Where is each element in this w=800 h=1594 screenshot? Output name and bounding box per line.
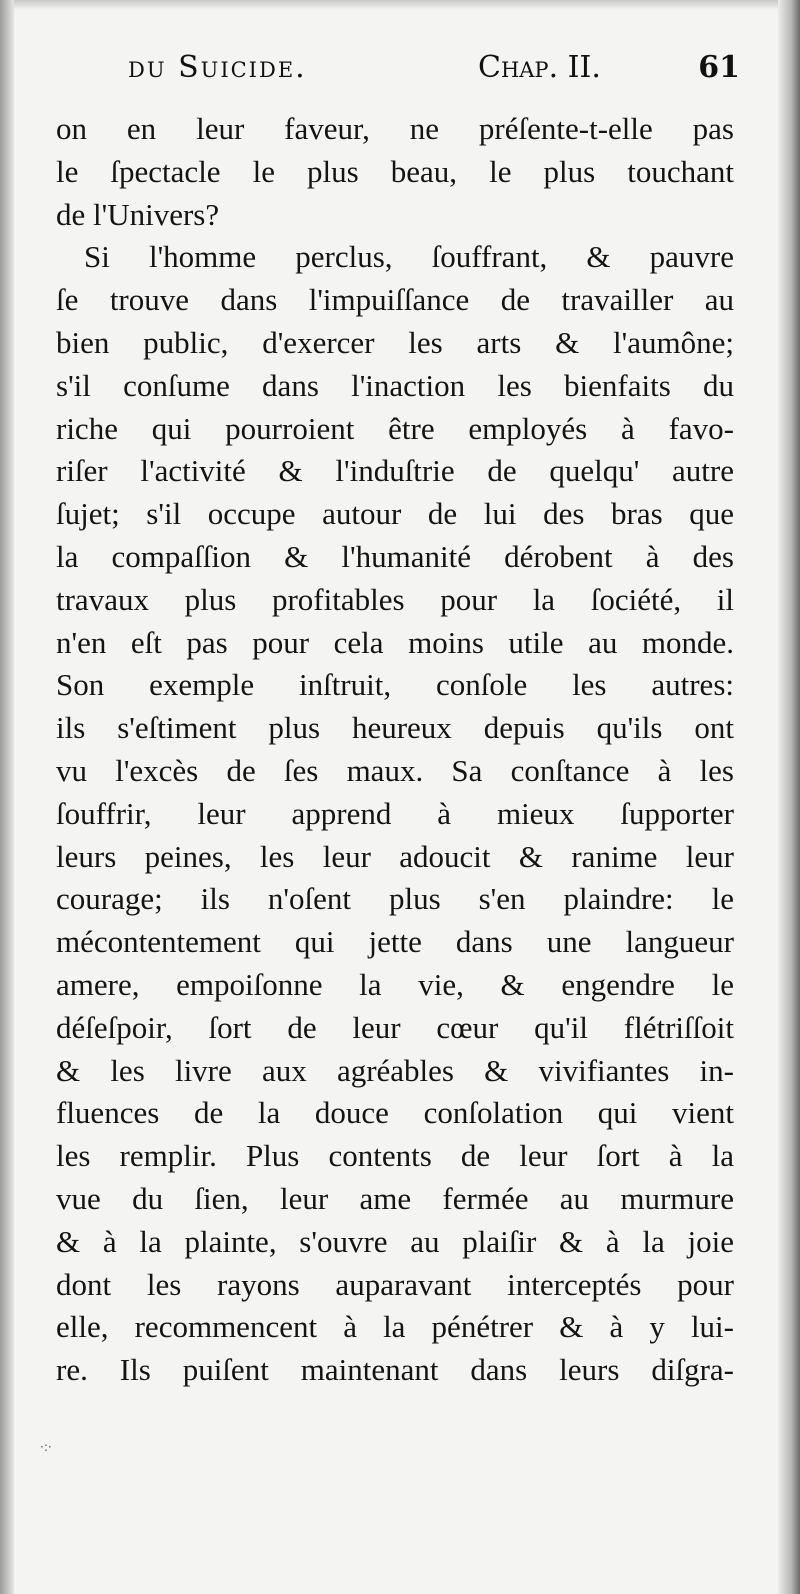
text-line: on en leur faveur, ne préſente-t-elle pas xyxy=(56,111,734,146)
page-top-shadow xyxy=(0,0,800,10)
text-line: vu l'excès de ſes maux. Sa conſtance à les xyxy=(56,752,734,788)
text-line: & les livre aux agréables & vivifiantes in- xyxy=(56,1052,734,1088)
ink-smudge: ·:· xyxy=(40,1440,52,1454)
text-line: vue du ſien, leur ame fermée au murmure xyxy=(56,1180,734,1216)
text-line: leurs peines, les leur adoucit & ranime leur xyxy=(56,838,734,874)
page-right-edge xyxy=(778,0,800,1594)
text-line: riche qui pourroient être employés à favo- xyxy=(56,410,734,446)
text-line: courage; ils n'oſent plus s'en plaindre: le xyxy=(56,881,734,917)
text-line: mécontentement qui jette dans une langueur xyxy=(56,924,734,960)
text-line: dont les rayons auparavant interceptés pour xyxy=(56,1266,734,1302)
text-line: ſujet; s'il occupe autour de lui des bras que xyxy=(56,496,734,532)
body-text xyxy=(56,108,734,1392)
text-line: travaux plus profitables pour la ſociété, il xyxy=(56,581,734,617)
text-line: fluences de la douce conſolation qui vient xyxy=(56,1095,734,1131)
page-left-shadow xyxy=(0,0,14,1594)
page-number: 61 xyxy=(698,50,740,85)
text-line: de l'Univers? xyxy=(56,196,220,232)
running-header xyxy=(128,44,740,96)
running-title: du Suicide. xyxy=(128,50,307,85)
text-line: ils s'eſtiment plus heureux depuis qu'ils ont xyxy=(56,710,734,746)
text-line: ſe trouve dans l'impuiſſance de travailler au xyxy=(56,282,734,318)
text-line: le ſpectacle le plus beau, le plus touchant xyxy=(56,153,734,189)
text-line: n'en eſt pas pour cela moins utile au monde. xyxy=(56,624,734,660)
text-line: s'il conſume dans l'inaction les bienfaits du xyxy=(56,367,734,403)
paragraph-first-line: Si l'homme perclus, ſouffrant, & pauvre xyxy=(84,239,734,275)
text-line: la compaſſion & l'humanité dérobent à des xyxy=(56,538,734,574)
text-line: & à la plainte, s'ouvre au plaiſir & à la joie xyxy=(56,1223,734,1259)
text-line: déſeſpoir, ſort de leur cœur qu'il flétriſſoit xyxy=(56,1009,734,1045)
text-line: les remplir. Plus contents de leur ſort à la xyxy=(56,1138,734,1174)
text-line: riſer l'activité & l'induſtrie de quelqu' autre xyxy=(56,453,734,489)
text-line: ſouffrir, leur apprend à mieux ſupporter xyxy=(56,795,734,831)
text-line: elle, recommencent à la pénétrer & à y lui- xyxy=(56,1309,734,1345)
text-line: bien public, d'exercer les arts & l'aumône; xyxy=(56,324,734,360)
text-line: re. Ils puiſent maintenant dans leurs diſgra- xyxy=(56,1352,734,1388)
text-line: Son exemple inſtruit, conſole les autres: xyxy=(56,667,734,703)
text-line: amere, empoiſonne la vie, & engendre le xyxy=(56,966,734,1002)
chapter-label: Chap. II. xyxy=(478,50,601,85)
